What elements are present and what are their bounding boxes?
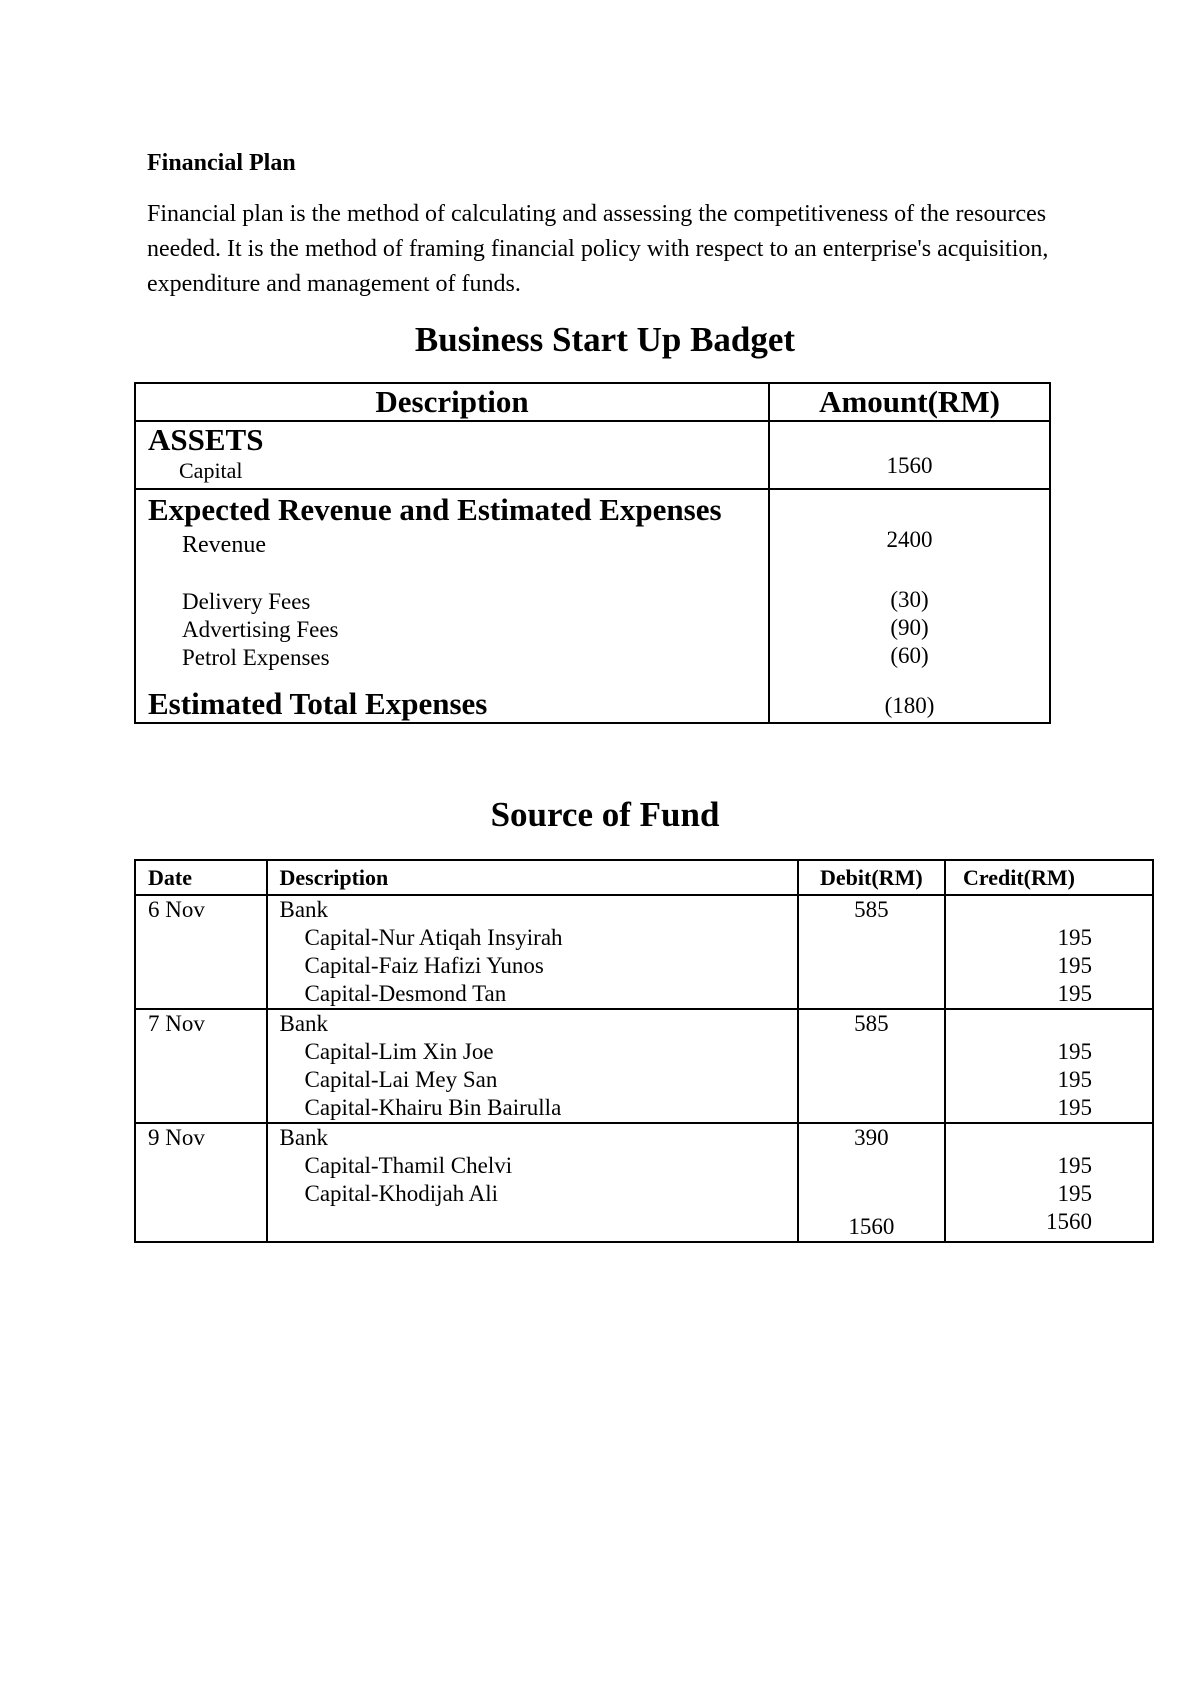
expense-label: Delivery Fees (182, 589, 311, 614)
fund-credit: 195 (1057, 1067, 1092, 1092)
fund-credit: 195 (1057, 1095, 1092, 1120)
fund-col-date: Date (135, 860, 267, 895)
fund-group-row (135, 1009, 1153, 1123)
intro-paragraph: Financial plan is the method of calculating and assessing the competitiveness of the resources needed. It is the method of framing financial policy with respect to an enterprise's acquisition, expenditure and management of funds. (147, 201, 1049, 297)
fund-capital-name: Capital-Khairu Bin Bairulla (304, 1095, 562, 1120)
fund-debit: 585 (854, 1011, 889, 1036)
fund-capital-name: Capital-Faiz Hafizi Yunos (304, 953, 544, 978)
revenue-label: Revenue (182, 532, 266, 558)
total-expenses-label: Estimated Total Expenses (148, 686, 488, 721)
fund-date: 7 Nov (148, 1011, 205, 1036)
expense-label: Advertising Fees (182, 617, 339, 642)
fund-capital-name: Capital-Thamil Chelvi (304, 1153, 513, 1178)
fund-capital-name: Capital-Nur Atiqah Insyirah (304, 925, 563, 950)
fund-table (134, 859, 1154, 1243)
fund-credit: 195 (1057, 1039, 1092, 1064)
expense-amount: (30) (890, 587, 929, 612)
fund-capital-name: Capital-Lim Xin Joe (304, 1039, 494, 1064)
fund-debit: 585 (854, 897, 889, 922)
budget-col-description: Description (135, 383, 769, 421)
fund-group-row (135, 895, 1153, 1009)
fund-capital-name: Capital-Desmond Tan (304, 981, 507, 1006)
assets-label: ASSETS (148, 422, 264, 457)
budget-header-row (135, 383, 1050, 421)
fund-total-debit: 1560 (848, 1214, 895, 1239)
expense-label: Petrol Expenses (182, 645, 330, 670)
expected-label: Expected Revenue and Estimated Expenses (148, 492, 722, 527)
fund-credit: 195 (1057, 925, 1092, 950)
budget-col-amount: Amount(RM) (769, 383, 1050, 421)
fund-credit: 195 (1057, 1181, 1092, 1206)
fund-bank-label: Bank (279, 897, 329, 922)
revenue-amount: 2400 (886, 527, 933, 552)
budget-assets-row (135, 421, 1050, 489)
fund-col-credit: Credit(RM) (945, 860, 1153, 895)
fund-title: Source of Fund (490, 795, 720, 834)
section-heading: Financial Plan (147, 150, 296, 176)
budget-expected-row (135, 489, 1050, 723)
fund-credit: 195 (1057, 1153, 1092, 1178)
expense-amount: (90) (890, 615, 929, 640)
fund-debit: 390 (854, 1125, 889, 1150)
fund-date: 9 Nov (148, 1125, 205, 1150)
fund-total-credit: 1560 (1046, 1209, 1092, 1234)
fund-group-row (135, 1123, 1153, 1242)
fund-bank-label: Bank (279, 1125, 329, 1150)
capital-amount: 1560 (886, 453, 933, 478)
total-expenses-amount: (180) (884, 693, 935, 718)
fund-capital-name: Capital-Lai Mey San (304, 1067, 498, 1092)
budget-table (134, 382, 1051, 724)
fund-bank-label: Bank (279, 1011, 329, 1036)
fund-credit: 195 (1057, 981, 1092, 1006)
fund-date: 6 Nov (148, 897, 205, 922)
capital-label: Capital (179, 458, 243, 483)
fund-col-description: Description (267, 860, 798, 895)
fund-capital-name: Capital-Khodijah Ali (304, 1181, 499, 1206)
expense-amount: (60) (890, 643, 929, 668)
fund-header-row (135, 860, 1153, 895)
fund-credit: 195 (1057, 953, 1092, 978)
budget-title: Business Start Up Badget (414, 320, 796, 359)
fund-col-debit: Debit(RM) (798, 860, 945, 895)
